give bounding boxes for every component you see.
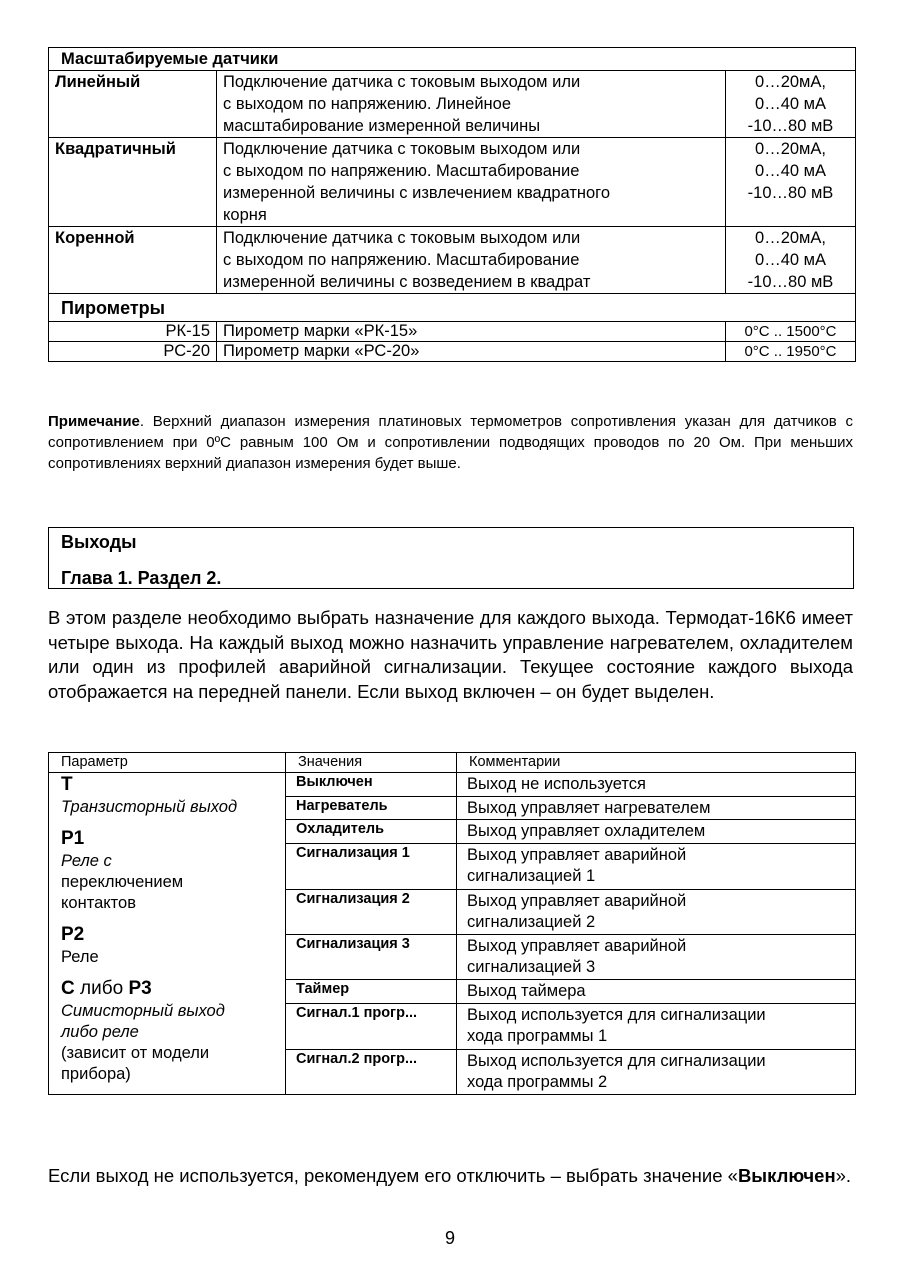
sensor-desc-line: измеренной величины с извлечением квадратного: [223, 184, 611, 202]
param-comment-line: Выход управляет охладителем: [467, 822, 706, 841]
output-group: [61, 977, 273, 1085]
sensor-range-line: 0…20мА,: [755, 73, 826, 91]
sensor-row: [49, 227, 856, 294]
param-value: Сигнал.2 прогр...: [286, 1049, 457, 1094]
param-comment: [457, 935, 856, 980]
sensor-range-line: 0…20мА,: [755, 140, 826, 158]
param-comment: [457, 773, 856, 797]
sensor-desc-line: с выходом по напряжению. Масштабирование: [223, 251, 580, 269]
output-types: [49, 773, 286, 1095]
pyrometer-row: [49, 322, 856, 342]
sensor-desc-line: измеренной величины с возведением в квадрат: [223, 273, 591, 291]
output-group: [61, 773, 273, 818]
outputs-section-box: [48, 527, 854, 589]
output-desc-line: прибора): [61, 1065, 131, 1083]
param-comment: [457, 889, 856, 934]
output-desc-line: контактов: [61, 894, 136, 912]
sensor-range-line: 0…40 мА: [755, 162, 826, 180]
param-comment-line: Выход управляет аварийной: [467, 846, 687, 865]
param-value: Таймер: [286, 980, 457, 1004]
params-table-block: [48, 752, 856, 1095]
page-number: 9: [444, 1228, 455, 1248]
sensors-table-block: [48, 47, 856, 362]
pyrometer-range: 0°С .. 1950°С: [726, 342, 856, 362]
param-comment-line: хода программы 2: [467, 1072, 608, 1091]
note-label: Примечание: [48, 413, 140, 430]
outputs-intro: В этом разделе необходимо выбрать назначение для каждого выхода. Термодат-16К6 имеет четыре выхода. На каждый выход можно назначить управление нагревателем, охладителем или один из профилей аварийной сигнализации. Текущее состояние каждого выхода отображается на передней панели. Если выход включен – он будет выделен.: [48, 607, 853, 702]
output-desc-line: Реле: [61, 948, 99, 966]
sensor-desc-line: корня: [223, 206, 267, 224]
col-header-parameter: Параметр: [49, 753, 286, 773]
output-code: [61, 977, 273, 1001]
sensor-range-line: 0…40 мА: [755, 95, 826, 113]
sensor-desc-line: Подключение датчика с токовым выходом или: [223, 140, 581, 158]
output-code-part: Р3: [128, 978, 152, 999]
sensor-range-line: 0…40 мА: [755, 251, 826, 269]
param-comment-line: Выход таймера: [467, 982, 586, 1001]
sensor-range-line: -10…80 мВ: [747, 184, 834, 202]
param-comment-line: Выход управляет аварийной: [467, 937, 687, 956]
param-comment-line: Выход используется для сигнализации: [467, 1006, 766, 1025]
sensor-desc-line: Подключение датчика с токовым выходом или: [223, 229, 581, 247]
sensors-table: [48, 47, 856, 362]
sensor-desc-line: с выходом по напряжению. Линейное: [223, 95, 512, 113]
output-code-joiner: либо: [74, 978, 129, 999]
output-code: Р2: [61, 924, 85, 945]
sensor-desc-line: Подключение датчика с токовым выходом или: [223, 73, 581, 91]
pyrometers-header: Пирометры: [49, 294, 856, 322]
sensor-desc-line: с выходом по напряжению. Масштабирование: [223, 162, 580, 180]
output-desc-line: Симисторный выход: [61, 1002, 225, 1020]
param-row: [49, 773, 856, 797]
output-desc-line: переключением: [61, 873, 184, 891]
sensor-range: [726, 227, 856, 294]
param-value: Сигнализация 3: [286, 935, 457, 980]
sensor-range-line: 0…20мА,: [755, 229, 826, 247]
sensor-name: Квадратичный: [49, 138, 217, 227]
pyrometer-row: [49, 342, 856, 362]
output-code: Р1: [61, 828, 85, 849]
param-value: Выключен: [286, 773, 457, 797]
sensor-name: Линейный: [49, 71, 217, 138]
pyrometer-name: РК-15: [49, 322, 217, 342]
param-comment-line: сигнализацией 3: [467, 958, 596, 977]
param-value: Сигнал.1 прогр...: [286, 1004, 457, 1049]
output-desc-text: Реле с: [61, 852, 112, 870]
output-desc-line: [61, 851, 273, 872]
footer-bold-value: Выключен: [737, 1165, 836, 1186]
pyrometer-range: 0°С .. 1500°С: [726, 322, 856, 342]
sensor-row: [49, 138, 856, 227]
param-value: Сигнализация 2: [286, 889, 457, 934]
param-comment: [457, 820, 856, 844]
col-header-comments: Комментарии: [457, 753, 856, 773]
output-desc-line: либо реле: [61, 1023, 139, 1041]
sensor-range-line: -10…80 мВ: [747, 117, 834, 135]
param-comment: [457, 1004, 856, 1049]
note-paragraph: [48, 411, 853, 474]
sensor-desc: [217, 227, 726, 294]
sensor-row: [49, 71, 856, 138]
param-comment-line: Выход не используется: [467, 775, 646, 793]
sensors-header: Масштабируемые датчики: [49, 48, 856, 71]
param-value: Нагреватель: [286, 796, 457, 820]
output-code: Т: [61, 774, 73, 795]
sensor-range-line: -10…80 мВ: [747, 273, 834, 291]
params-table: [48, 752, 856, 1095]
output-group: [61, 923, 273, 968]
pyrometer-name: РС-20: [49, 342, 217, 362]
output-code-part: С: [61, 978, 75, 999]
param-comment-line: Выход используется для сигнализации: [467, 1051, 766, 1070]
outputs-subtitle: Глава 1. Раздел 2.: [61, 568, 222, 588]
pyrometer-desc: Пирометр марки «РС-20»: [217, 342, 726, 362]
footer-text-part: Если выход не используется, рекомендуем его отключить – выбрать значение «: [48, 1165, 738, 1186]
param-comment-line: Выход управляет аварийной: [467, 891, 687, 910]
col-header-values: Значения: [286, 753, 457, 773]
sensor-desc: [217, 138, 726, 227]
sensor-range: [726, 138, 856, 227]
footer-text-part: ».: [835, 1165, 852, 1186]
param-comment-line: сигнализацией 2: [467, 912, 596, 931]
param-comment: [457, 796, 856, 820]
pyrometer-desc: Пирометр марки «РК-15»: [217, 322, 726, 342]
sensor-range: [726, 71, 856, 138]
output-desc-line: (зависит от модели: [61, 1044, 210, 1062]
sensor-name: Коренной: [49, 227, 217, 294]
sensor-desc-line: масштабирование измеренной величины: [223, 117, 541, 135]
param-comment-line: Выход управляет нагревателем: [467, 798, 711, 817]
output-group: [61, 827, 273, 914]
sensor-desc: [217, 71, 726, 138]
param-comment: [457, 844, 856, 889]
footer-recommendation: [48, 1163, 853, 1188]
param-value: Сигнализация 1: [286, 844, 457, 889]
param-comment-line: хода программы 1: [467, 1027, 608, 1046]
outputs-title: Выходы: [61, 532, 137, 552]
output-desc-line: Транзисторный выход: [61, 798, 238, 816]
param-comment: [457, 1049, 856, 1094]
param-comment: [457, 980, 856, 1004]
param-value: Охладитель: [286, 820, 457, 844]
param-comment-line: сигнализацией 1: [467, 867, 596, 886]
note-text: . Верхний диапазон измерения платиновых термометров сопротивления указан для датчиков с сопротивлением при 0ºС равным 100 Ом и сопротивлении подводящих проводов по 20 Ом. При меньших сопротивлениях верхний диапазон измерения будет выше.: [48, 413, 853, 472]
